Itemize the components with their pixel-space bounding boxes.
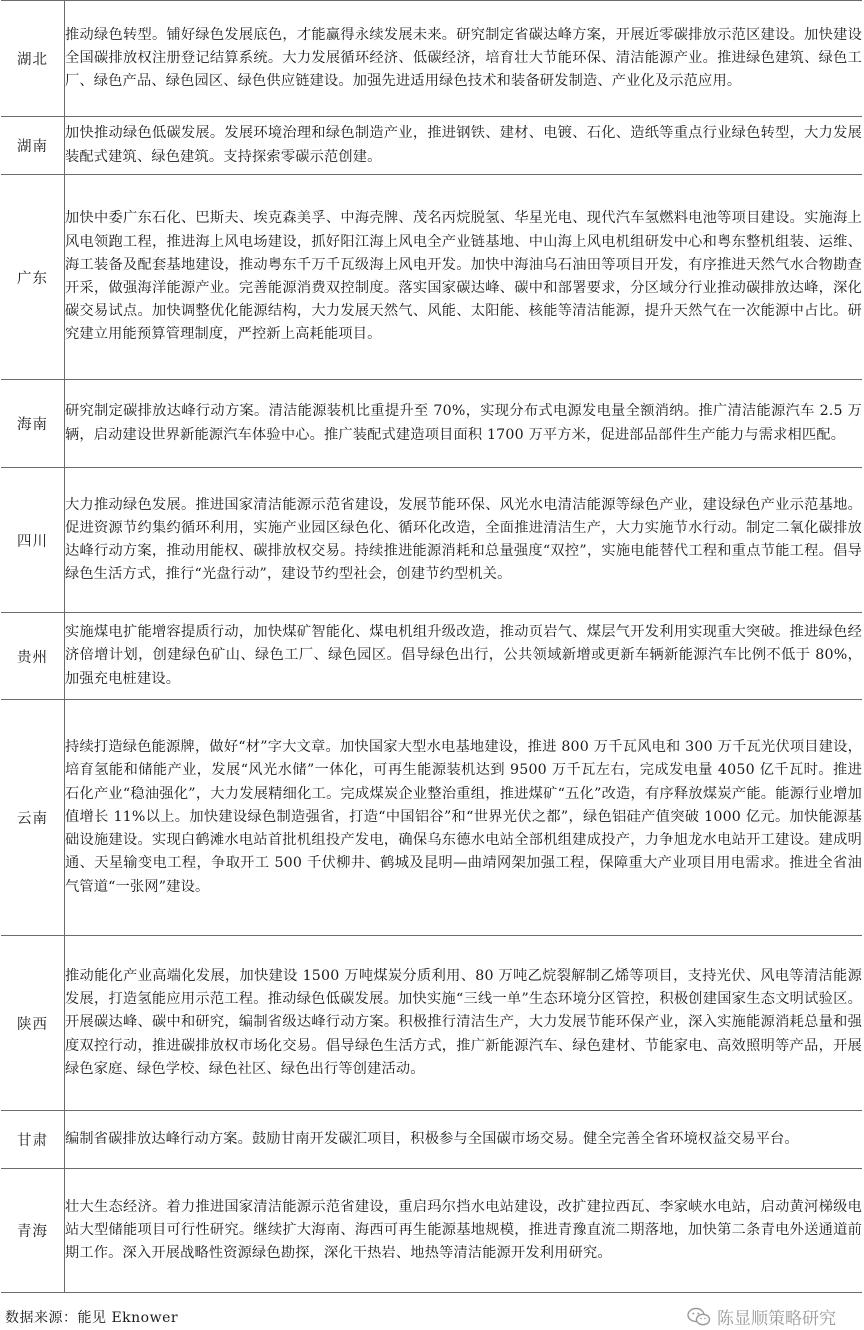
province-name: 陕西: [1, 936, 65, 1111]
policy-text: 壮大生态经济。着力推进国家清洁能源示范省建设，重启玛尔挡水电站建设，改扩建拉西瓦、李家峡水电站，启动黄河梯级电站大型储能项目可行性研究。继续扩大海南、海西可再生能源基地规模，推进青豫直流二期落地，加快第二条青电外送通道前期工作。深入开展战略性资源绿色勘探，深化干热岩、地热等清洁能源开发利用研究。: [65, 1169, 863, 1293]
table-row: [1, 1169, 862, 1293]
watermark-text: 陈显顺策略研究: [717, 1309, 836, 1329]
wechat-icon: [687, 1307, 711, 1327]
policy-table: [1, 0, 862, 1293]
table-row: [1, 700, 862, 936]
policy-text: 持续打造绿色能源牌，做好“材”字大文章。加快国家大型水电基地建设，推进 800 万千瓦风电和 300 万千瓦光伏项目建设，培育氢能和储能产业，发展“风光水储”一体化，可再生能源装机达到 9500 万千瓦左右，完成发电量 4050 亿千瓦时。推进石化产业“稳油强化”，大力发展精细化工。完成煤炭企业整治重组，推进煤矿“五化”改造，有序释放煤炭产能。能源行业增加值增长 11%以上。加快建设绿色制造强省，打造“中国铝谷”和“世界光伏之都”，绿色铝硅产值突破 1000 亿元。加快能源基础设施建设。实现白鹤滩水电站首批机组投产发电，确保乌东德水电站全部机组建成投产，力争旭龙水电站开工建设。建成明通、天星输变电工程，争取开工 500 千伏柳井、鹤城及昆明—曲靖网架加强工程，保障重大产业项目用电需求。推进全省油气管道“一张网”建设。: [65, 700, 863, 936]
province-name: 湖北: [1, 1, 65, 117]
table-row: [1, 936, 862, 1111]
policy-text: 推动能化产业高端化发展，加快建设 1500 万吨煤炭分质利用、80 万吨乙烷裂解制乙烯等项目，支持光伏、风电等清洁能源发展，打造氢能应用示范工程。推动绿色低碳发展。加快实施“三线一单”生态环境分区管控，积极创建国家生态文明试验区。开展碳达峰、碳中和研究，编制省级达峰行动方案。积极推行清洁生产，大力发展节能环保产业，深入实施能源消耗总量和强度双控行动，推进碳排放权市场化交易。倡导绿色生活方式，推广新能源汽车、绿色建材、节能家电、高效照明等产品，开展绿色家庭、绿色学校、绿色社区、绿色出行等创建活动。: [65, 936, 863, 1111]
province-name: 贵州: [1, 613, 65, 700]
data-source-note: 数据来源：能见 Eknower: [5, 1310, 179, 1326]
policy-text: 大力推动绿色发展。推进国家清洁能源示范省建设，发展节能环保、风光水电清洁能源等绿色产业，建设绿色产业示范基地。促进资源节约集约循环利用，实施产业园区绿色化、循环化改造，全面推进清洁生产，大力实施节水行动。制定二氧化碳排放达峰行动方案，推动用能权、碳排放权交易。持续推进能源消耗和总量强度“双控”，实施电能替代工程和重点节能工程。倡导绿色生活方式，推行“光盘行动”，建设节约型社会，创建节约型机关。: [65, 468, 863, 613]
table-row: [1, 175, 862, 380]
policy-text: 推动绿色转型。铺好绿色发展底色，才能赢得永续发展未来。研究制定省碳达峰方案，开展近零碳排放示范区建设。加快建设全国碳排放权注册登记结算系统。大力发展循环经济、低碳经济，培育壮大节能环保、清洁能源产业。推进绿色建筑、绿色工厂、绿色产品、绿色园区、绿色供应链建设。加强先进适用绿色技术和装备研发制造、产业化及示范应用。: [65, 1, 863, 117]
watermark: [687, 1304, 836, 1329]
province-name: 四川: [1, 468, 65, 613]
table-row: [1, 1, 862, 117]
policy-text: 加快中委广东石化、巴斯夫、埃克森美孚、中海壳牌、茂名丙烷脱氢、华星光电、现代汽车氢燃料电池等项目建设。实施海上风电领跑工程，推进海上风电场建设，抓好阳江海上风电全产业链基地、中山海上风电机组研发中心和粤东整机组装、运维、海工装备及配套基地建设，推动粤东千万千瓦级海上风电开发。加快中海油乌石油田等项目开发，有序推进天然气水合物勘查开采，做强海洋能源产业。完善能源消费双控制度。落实国家碳达峰、碳中和部署要求，分区域分行业推动碳排放达峰，深化碳交易试点。加快调整优化能源结构，大力发展天然气、风能、太阳能、核能等清洁能源，提升天然气在一次能源中占比。研究建立用能预算管理制度，严控新上高耗能项目。: [65, 175, 863, 380]
table-row: [1, 1111, 862, 1169]
province-name: 广东: [1, 175, 65, 380]
table-row: [1, 613, 862, 700]
province-name: 云南: [1, 700, 65, 936]
province-name: 青海: [1, 1169, 65, 1293]
table-row: [1, 117, 862, 175]
province-name: 甘肃: [1, 1111, 65, 1169]
table-row: [1, 468, 862, 613]
policy-text: 研究制定碳排放达峰行动方案。清洁能源装机比重提升至 70%，实现分布式电源发电量全额消纳。推广清洁能源汽车 2.5 万辆，启动建设世界新能源汽车体验中心。推广装配式建造项目面积 1700 万平方米，促进部品部件生产能力与需求相匹配。: [65, 380, 863, 468]
policy-text: 编制省碳排放达峰行动方案。鼓励甘南开发碳汇项目，积极参与全国碳市场交易。健全完善全省环境权益交易平台。: [65, 1111, 863, 1169]
policy-text: 加快推动绿色低碳发展。发展环境治理和绿色制造产业，推进钢铁、建材、电镀、石化、造纸等重点行业绿色转型，大力发展装配式建筑、绿色建筑。支持探索零碳示范创建。: [65, 117, 863, 175]
province-name: 海南: [1, 380, 65, 468]
policy-text: 实施煤电扩能增容提质行动，加快煤矿智能化、煤电机组升级改造，推动页岩气、煤层气开发利用实现重大突破。推进绿色经济倍增计划，创建绿色矿山、绿色工厂、绿色园区。倡导绿色出行，公共领域新增或更新车辆新能源汽车比例不低于 80%，加强充电桩建设。: [65, 613, 863, 700]
province-name: 湖南: [1, 117, 65, 175]
table-row: [1, 380, 862, 468]
